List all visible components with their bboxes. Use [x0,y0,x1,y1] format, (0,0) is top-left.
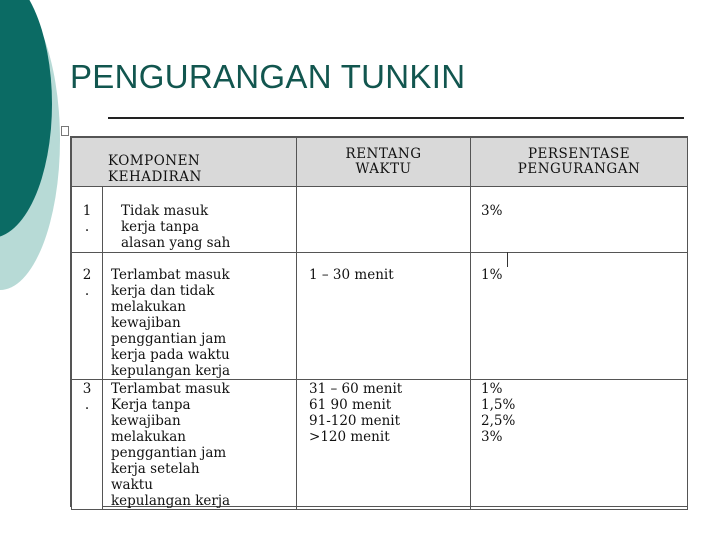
component-line: penggantian jam [111,445,227,461]
component-line: Terlambat masuk [111,381,230,397]
component-line: waktu [111,477,153,493]
row-number-value: 1 [82,203,92,219]
component-line: Tidak masuk [121,203,209,219]
cursor-tick-mark [507,252,508,267]
deduction-table [70,136,688,507]
component-line: kepulangan kerja [111,363,231,379]
header-percent-line: PENGURANGAN [517,161,641,177]
header-component [72,138,297,187]
row-component [103,380,297,510]
header-range-line: WAKTU [355,161,412,177]
percent-value: 1% [481,267,503,283]
percent-value: 2,5% [481,413,516,429]
component-line: kerja dan tidak [111,283,215,299]
range-value: >120 menit [309,429,390,445]
table-row [72,187,688,253]
row-range [297,187,471,253]
range-value: 31 – 60 menit [309,381,403,397]
row-component [103,253,297,380]
range-value: 91-120 menit [309,413,401,429]
component-line: kerja tanpa [121,219,200,235]
slide-title: PENGURANGAN TUNKIN [70,58,466,95]
row-number-suffix: . [84,283,90,299]
row-component [103,187,297,253]
component-line: kerja pada waktu [111,347,230,363]
row-number-suffix: . [84,397,90,413]
row-number-value: 3 [82,381,92,397]
row-percent [471,253,688,380]
component-line: penggantian jam [111,331,227,347]
row-range [297,380,471,510]
row-percent [471,187,688,253]
component-line: alasan yang sah [121,235,231,251]
header-percent [471,138,688,187]
table-header-row [72,138,688,187]
row-number [72,253,103,380]
percent-value: 3% [481,203,503,219]
range-value: 61 90 menit [309,397,392,413]
row-percent [471,380,688,510]
component-line: Kerja tanpa [111,397,191,413]
table-row [72,253,688,380]
deduction-table-grid [71,137,688,510]
component-line: melakukan [111,429,186,445]
title-underline [108,117,684,119]
row-number-suffix: . [84,219,90,235]
component-line: melakukan [111,299,186,315]
percent-value: 1% [481,381,503,397]
row-number-value: 2 [82,267,92,283]
component-line: kewajiban [111,315,181,331]
row-number [72,380,103,510]
component-line: kepulangan kerja [111,493,231,509]
embedded-object-marker-icon [61,126,69,136]
header-component-line: KOMPONEN [108,153,201,169]
row-number [72,187,103,253]
header-range [297,138,471,187]
header-percent-line: PERSENTASE [527,146,631,162]
row-range [297,253,471,380]
percent-value: 1,5% [481,397,516,413]
header-range-line: RENTANG [345,146,422,162]
percent-value: 3% [481,429,503,445]
component-line: Terlambat masuk [111,267,230,283]
component-line: kerja setelah [111,461,200,477]
component-line: kewajiban [111,413,181,429]
header-component-line: KEHADIRAN [108,169,202,185]
table-row [72,380,688,510]
range-value: 1 – 30 menit [309,267,394,283]
